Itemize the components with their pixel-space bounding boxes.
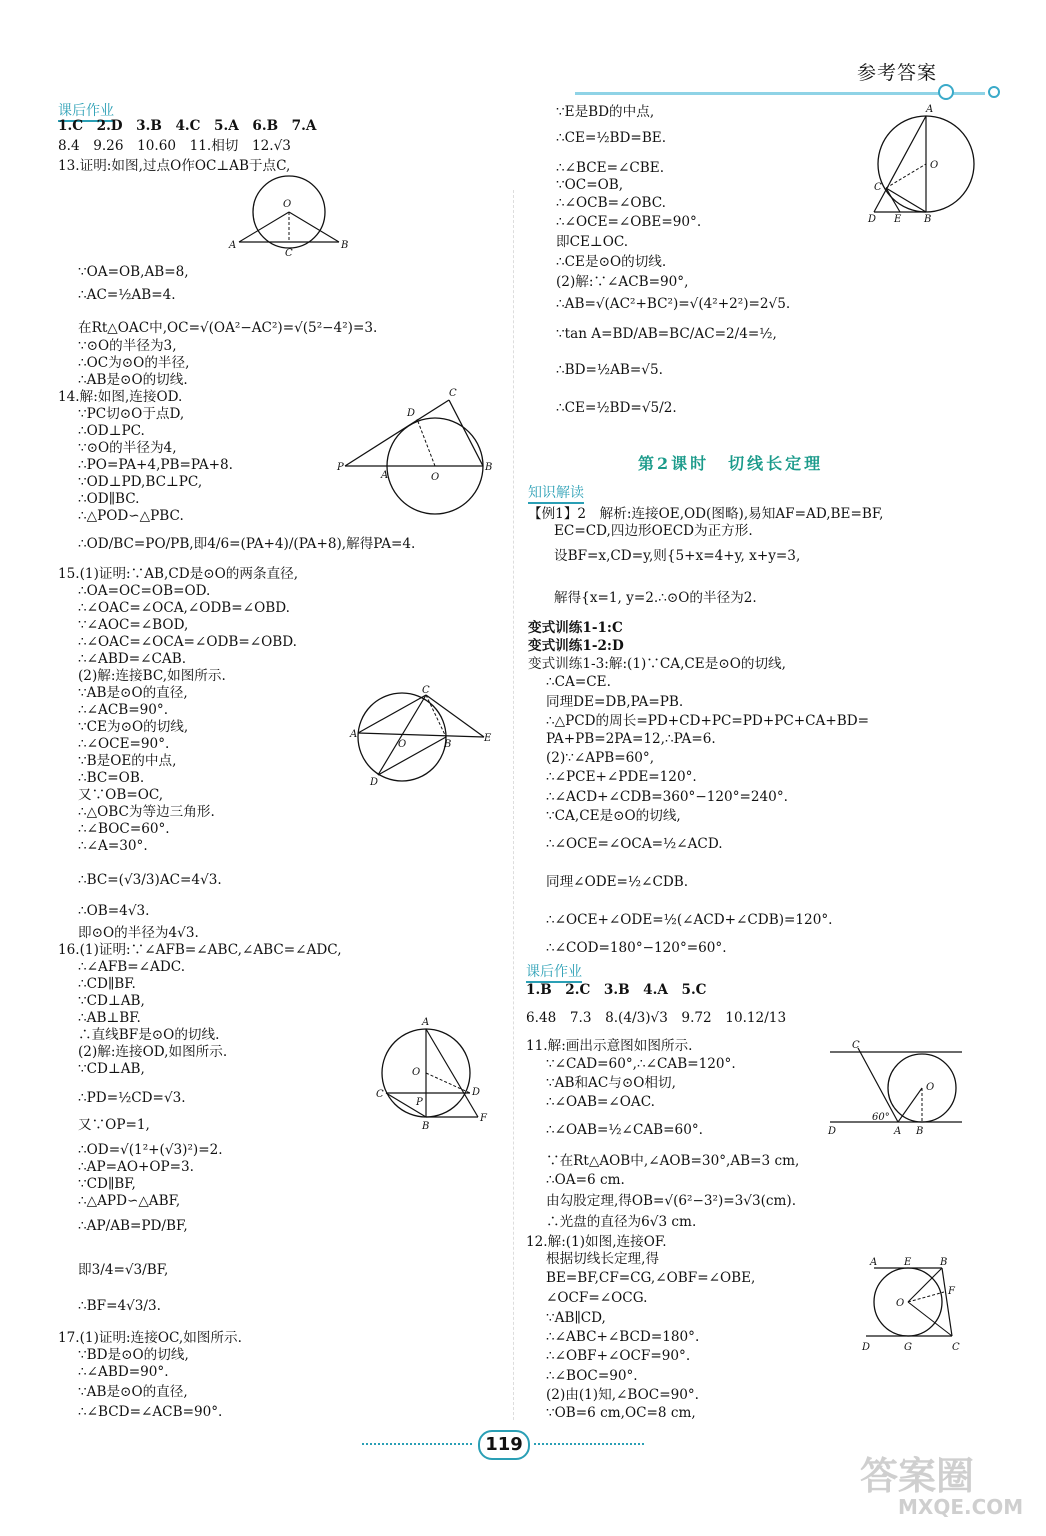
ans-line: ∵OC=OB,	[556, 177, 624, 193]
ans-line: 变式训练1-1:C	[528, 620, 623, 636]
ans-line: ∵∠CAD=60°,∴∠CAB=120°.	[546, 1056, 736, 1072]
ans-line: ∴CD∥BF.	[78, 976, 136, 992]
ans-line: ∴光盘的直径为6√3 cm.	[546, 1214, 697, 1230]
ans-line: ∴OA=OC=OB=OD.	[78, 583, 211, 599]
ans-line: 14.解:如图,连接OD.	[58, 389, 183, 405]
ans-line: 16.(1)证明:∵∠AFB=∠ABC,∠ABC=∠ADC,	[58, 942, 342, 958]
ans-line: ∴CE是⊙O的切线.	[556, 254, 667, 270]
ans-line: ∴BC=(√3/3)AC=4√3.	[78, 872, 222, 888]
ans-line: ∴∠BOC=60°.	[78, 821, 170, 837]
fig11-label: A	[894, 1126, 902, 1137]
ans-line: ∵OB=6 cm,OC=8 cm,	[546, 1405, 696, 1421]
ans-line: 同理DE=DB,PA=PB.	[546, 694, 684, 710]
ans-line: ∠OCF=∠OCG.	[546, 1290, 648, 1306]
ans-line: ∵E是BD的中点,	[556, 104, 655, 120]
ans-line: ∴直线BF是⊙O的切线.	[78, 1027, 220, 1043]
ans-line: 变式训练1-2:D	[528, 638, 624, 654]
ans-line: ∴OA=6 cm.	[546, 1172, 625, 1188]
ans-line: (2)解:连接BC,如图所示.	[78, 668, 226, 684]
figure-17	[864, 106, 984, 230]
ans-line: ∴∠ABD=90°.	[78, 1364, 169, 1380]
ans-line: ∵tan A=BD/AB=BC/AC=2/4=½,	[556, 326, 777, 342]
fig15-label: E	[484, 733, 492, 744]
header-deco-circle-2	[988, 86, 1000, 98]
ans-line: 17.(1)证明:连接OC,如图所示.	[58, 1330, 242, 1346]
fig15-label: O	[398, 739, 407, 750]
fig12-label: G	[904, 1342, 912, 1353]
ans-line: ∵⊙O的半径为3,	[78, 338, 177, 354]
ans-line: ∵PC切⊙O于点D,	[78, 406, 185, 422]
ans-line: ∵B是OE的中点,	[78, 753, 177, 769]
fig16-label: D	[472, 1087, 481, 1098]
fig13-label: C	[285, 248, 293, 259]
ans-line: ∴∠BOC=90°.	[546, 1368, 638, 1384]
ans-line: ∵CD⊥AB,	[78, 1061, 145, 1077]
ans-line: ∴∠COD=180°−120°=60°.	[546, 940, 727, 956]
footer-dots-left	[362, 1443, 472, 1445]
fig11-label: D	[828, 1126, 837, 1137]
ans-line: ∴∠ACB=90°.	[78, 702, 169, 718]
ans-line: ∴∠ACD+∠CDB=360°−120°=240°.	[546, 789, 788, 805]
ans-line: ∵CE为⊙O的切线,	[78, 719, 189, 735]
ans-line: ∵AB∥CD,	[546, 1310, 606, 1326]
ans-line: 1.B 2.C 3.B 4.A 5.C	[526, 982, 707, 998]
ans-line: ∵BD是⊙O的切线,	[78, 1347, 189, 1363]
fig13-label: B	[341, 240, 349, 251]
ans-line: 11.解:画出示意图如图所示.	[526, 1038, 693, 1054]
fig13-label: O	[283, 199, 292, 210]
fig15-label: A	[350, 729, 358, 740]
fig16-label: F	[480, 1113, 487, 1124]
ans-line: ∴OD⊥PC.	[78, 423, 145, 439]
fig13-label: A	[229, 240, 237, 251]
ans-line: 根据切线长定理,得	[546, 1251, 660, 1267]
fig16-label: P	[416, 1097, 423, 1108]
ans-line: ∴∠OCE+∠ODE=½(∠ACD+∠CDB)=120°.	[546, 912, 833, 928]
ans-line: ∴∠OAC=∠OCA,∠ODB=∠OBD.	[78, 600, 290, 616]
fig16-label: C	[376, 1089, 384, 1100]
fig14-label: D	[407, 408, 416, 419]
fig15-label: C	[422, 685, 430, 696]
ans-line: 由勾股定理,得OB=√(6²−3²)=3√3(cm).	[546, 1193, 797, 1209]
ans-line: ∴∠OAB=½∠CAB=60°.	[546, 1122, 703, 1138]
ans-line: 又∵OP=1,	[78, 1117, 150, 1133]
ans-line: 即3/4=√3/BF,	[78, 1262, 169, 1278]
ans-line: ∵CA,CE是⊙O的切线,	[546, 808, 681, 824]
ans-line: ∴OC为⊙O的半径,	[78, 355, 190, 371]
ans-line: 15.(1)证明:∵AB,CD是⊙O的两条直径,	[58, 566, 299, 582]
figure-13	[225, 176, 355, 270]
figure-14	[337, 388, 507, 517]
ans-line: ∴BC=OB.	[78, 770, 145, 786]
ans-line: 6.48 7.3 8.(4/3)√3 9.72 10.12/13	[526, 1010, 787, 1026]
fig12-label: F	[948, 1286, 955, 1297]
ans-line: ∴△POD∽△PBC.	[78, 508, 184, 524]
ans-line: ∴AB=√(AC²+BC²)=√(4²+2²)=2√5.	[556, 296, 791, 312]
ans-line: (2)解:连接OD,如图所示.	[78, 1044, 228, 1060]
header-title: 参考答案	[857, 62, 938, 84]
ans-line: ∴BF=4√3/3.	[78, 1298, 161, 1314]
ans-line: ∴∠PCE+∠PDE=120°.	[546, 769, 697, 785]
ans-line: ∵OA=OB,AB=8,	[78, 264, 189, 280]
ans-line: ∵AB和AC与⊙O相切,	[546, 1075, 676, 1091]
figure-11	[826, 1038, 966, 1142]
ans-line: 即⊙O的半径为4√3.	[78, 925, 199, 941]
ans-line: (2)由(1)知,∠BOC=90°.	[546, 1387, 700, 1403]
ans-line: 【例1】2 解析:连接OE,OD(图略),易知AF=AD,BE=BF,	[528, 506, 884, 522]
ans-line: ∴△APD∽△ABF,	[78, 1193, 181, 1209]
ans-line: ∴AB⊥BF.	[78, 1010, 141, 1026]
fig12-label: B	[940, 1257, 948, 1268]
ans-line: BE=BF,CF=CG,∠OBF=∠OBE,	[546, 1270, 756, 1286]
ans-line: 又∵OB=OC,	[78, 787, 164, 803]
ans-line: ∴∠ABC+∠BCD=180°.	[546, 1329, 700, 1345]
section-homework-right: 课后作业	[526, 961, 582, 983]
fig12-label: A	[870, 1257, 878, 1268]
ans-line: ∴OB=4√3.	[78, 903, 150, 919]
fig11-label: C	[852, 1040, 860, 1051]
fig14-label: P	[337, 462, 344, 473]
ans-line: ∴OD/BC=PO/PB,即4/6=(PA+4)/(PA+8),解得PA=4.	[78, 536, 416, 552]
fig16-label: A	[422, 1017, 430, 1028]
watermark-url: MXQE.COM	[898, 1495, 1024, 1519]
ans-line: ∴OD=√(1²+(√3)²)=2.	[78, 1142, 223, 1158]
fig17-label: E	[894, 214, 902, 225]
ans-line: ∵CD∥BF,	[78, 1176, 136, 1192]
lesson-title: 第2课时 切线长定理	[638, 454, 824, 473]
ans-line: ∴∠OCE=∠OCA=½∠ACD.	[546, 836, 723, 852]
ans-line: ∴∠OCB=∠OBC.	[556, 195, 666, 211]
ans-line: 1.C 2.D 3.B 4.C 5.A 6.B 7.A	[58, 118, 317, 134]
fig17-label: B	[924, 214, 932, 225]
ans-line: (2)解:∵∠ACB=90°,	[556, 274, 689, 290]
ans-line: (2)∵∠APB=60°,	[546, 750, 655, 766]
ans-line: 13.证明:如图,过点O作OC⊥AB于点C,	[58, 158, 291, 174]
ans-line: 同理∠ODE=½∠CDB.	[546, 874, 689, 890]
fig12-label: O	[896, 1298, 905, 1309]
fig16-label: B	[422, 1121, 430, 1132]
ans-line: ∴△OBC为等边三角形.	[78, 804, 215, 820]
column-divider	[513, 190, 514, 1420]
figure-15	[348, 685, 498, 789]
fig15-label: B	[444, 739, 452, 750]
ans-line: ∴∠OBF+∠OCF=90°.	[546, 1348, 691, 1364]
ans-line: ∴PO=PA+4,PB=PA+8.	[78, 457, 234, 473]
fig16-label: O	[412, 1067, 421, 1078]
fig11-label: 60°	[872, 1112, 890, 1123]
ans-line: ∵AB是⊙O的直径,	[78, 1384, 188, 1400]
fig17-label: D	[868, 214, 877, 225]
ans-line: 12.解:(1)如图,连接OF.	[526, 1234, 667, 1250]
fig17-label: C	[874, 182, 882, 193]
ans-line: 即CE⊥OC.	[556, 234, 629, 250]
ans-line: ∴AC=½AB=4.	[78, 287, 176, 303]
ans-line: ∴∠OAC=∠OCA=∠ODB=∠OBD.	[78, 634, 298, 650]
page-number: 119	[478, 1430, 530, 1460]
fig12-label: C	[952, 1342, 960, 1353]
ans-line: ∴∠A=30°.	[78, 838, 148, 854]
ans-line: ∵CD⊥AB,	[78, 993, 145, 1009]
ans-line: ∴∠OAB=∠OAC.	[546, 1094, 655, 1110]
fig15-label: D	[370, 777, 379, 788]
ans-line: ∴OD∥BC.	[78, 491, 140, 507]
ans-line: ∵⊙O的半径为4,	[78, 440, 177, 456]
ans-line: 8.4 9.26 10.60 11.相切 12.√3	[58, 138, 291, 154]
fig14-label: O	[431, 472, 440, 483]
ans-line: ∴AP/AB=PD/BF,	[78, 1218, 188, 1234]
figure-16	[374, 1013, 494, 1137]
fig12-label: E	[904, 1257, 912, 1268]
fig17-label: O	[930, 160, 939, 171]
ans-line: ∵OD⊥PD,BC⊥PC,	[78, 474, 203, 490]
ans-line: PA+PB=2PA=12,∴PA=6.	[546, 731, 716, 747]
ans-line: EC=CD,四边形OECD为正方形.	[554, 523, 753, 539]
fig14-label: A	[381, 470, 389, 481]
footer-dots-right	[534, 1443, 644, 1445]
fig14-label: C	[449, 388, 457, 399]
ans-line: 变式训练1-3:解:(1)∵CA,CE是⊙O的切线,	[528, 656, 786, 672]
ans-line: ∴CE=½BD=√5/2.	[556, 400, 677, 416]
figure-12	[862, 1256, 972, 1360]
ans-line: ∴∠OCE=∠OBE=90°.	[556, 214, 702, 230]
ans-line: ∵∠AOC=∠BOD,	[78, 617, 189, 633]
ans-line: ∴PD=½CD=√3.	[78, 1090, 186, 1106]
fig14-label: B	[485, 462, 493, 473]
ans-line: ∴AB是⊙O的切线.	[78, 372, 188, 388]
ans-line: ∴BD=½AB=√5.	[556, 362, 663, 378]
fig11-label: B	[916, 1126, 924, 1137]
ans-line: ∵AB是⊙O的直径,	[78, 685, 188, 701]
ans-line: ∴∠AFB=∠ADC.	[78, 959, 186, 975]
ans-line: ∴∠OCE=90°.	[78, 736, 170, 752]
section-knowledge: 知识解读	[528, 482, 584, 504]
ans-line: 在Rt△OAC中,OC=√(OA²−AC²)=√(5²−4²)=3.	[78, 320, 378, 336]
ans-line: 设BF=x,CD=y,则{5+x=4+y, x+y=3,	[554, 548, 801, 564]
ans-line: ∵在Rt△AOB中,∠AOB=30°,AB=3 cm,	[546, 1153, 800, 1169]
fig12-label: D	[862, 1342, 871, 1353]
fig17-label: A	[926, 104, 934, 115]
ans-line: ∴∠ABD=∠CAB.	[78, 651, 187, 667]
ans-line: 解得{x=1, y=2.∴⊙O的半径为2.	[554, 590, 757, 606]
header-deco-circle-1	[938, 84, 954, 100]
section-homework-left: 课后作业	[58, 100, 114, 122]
fig11-label: O	[926, 1082, 935, 1093]
ans-line: ∴CE=½BD=BE.	[556, 130, 667, 146]
header-line	[575, 92, 985, 95]
ans-line: ∴△PCD的周长=PD+CD+PC=PD+PC+CA+BD=	[546, 713, 870, 729]
ans-line: ∴∠BCD=∠ACB=90°.	[78, 1404, 223, 1420]
watermark-logo: 答案圈	[860, 1454, 975, 1498]
ans-line: ∴AP=AO+OP=3.	[78, 1159, 195, 1175]
ans-line: ∴CA=CE.	[546, 674, 611, 690]
ans-line: ∴∠BCE=∠CBE.	[556, 160, 665, 176]
